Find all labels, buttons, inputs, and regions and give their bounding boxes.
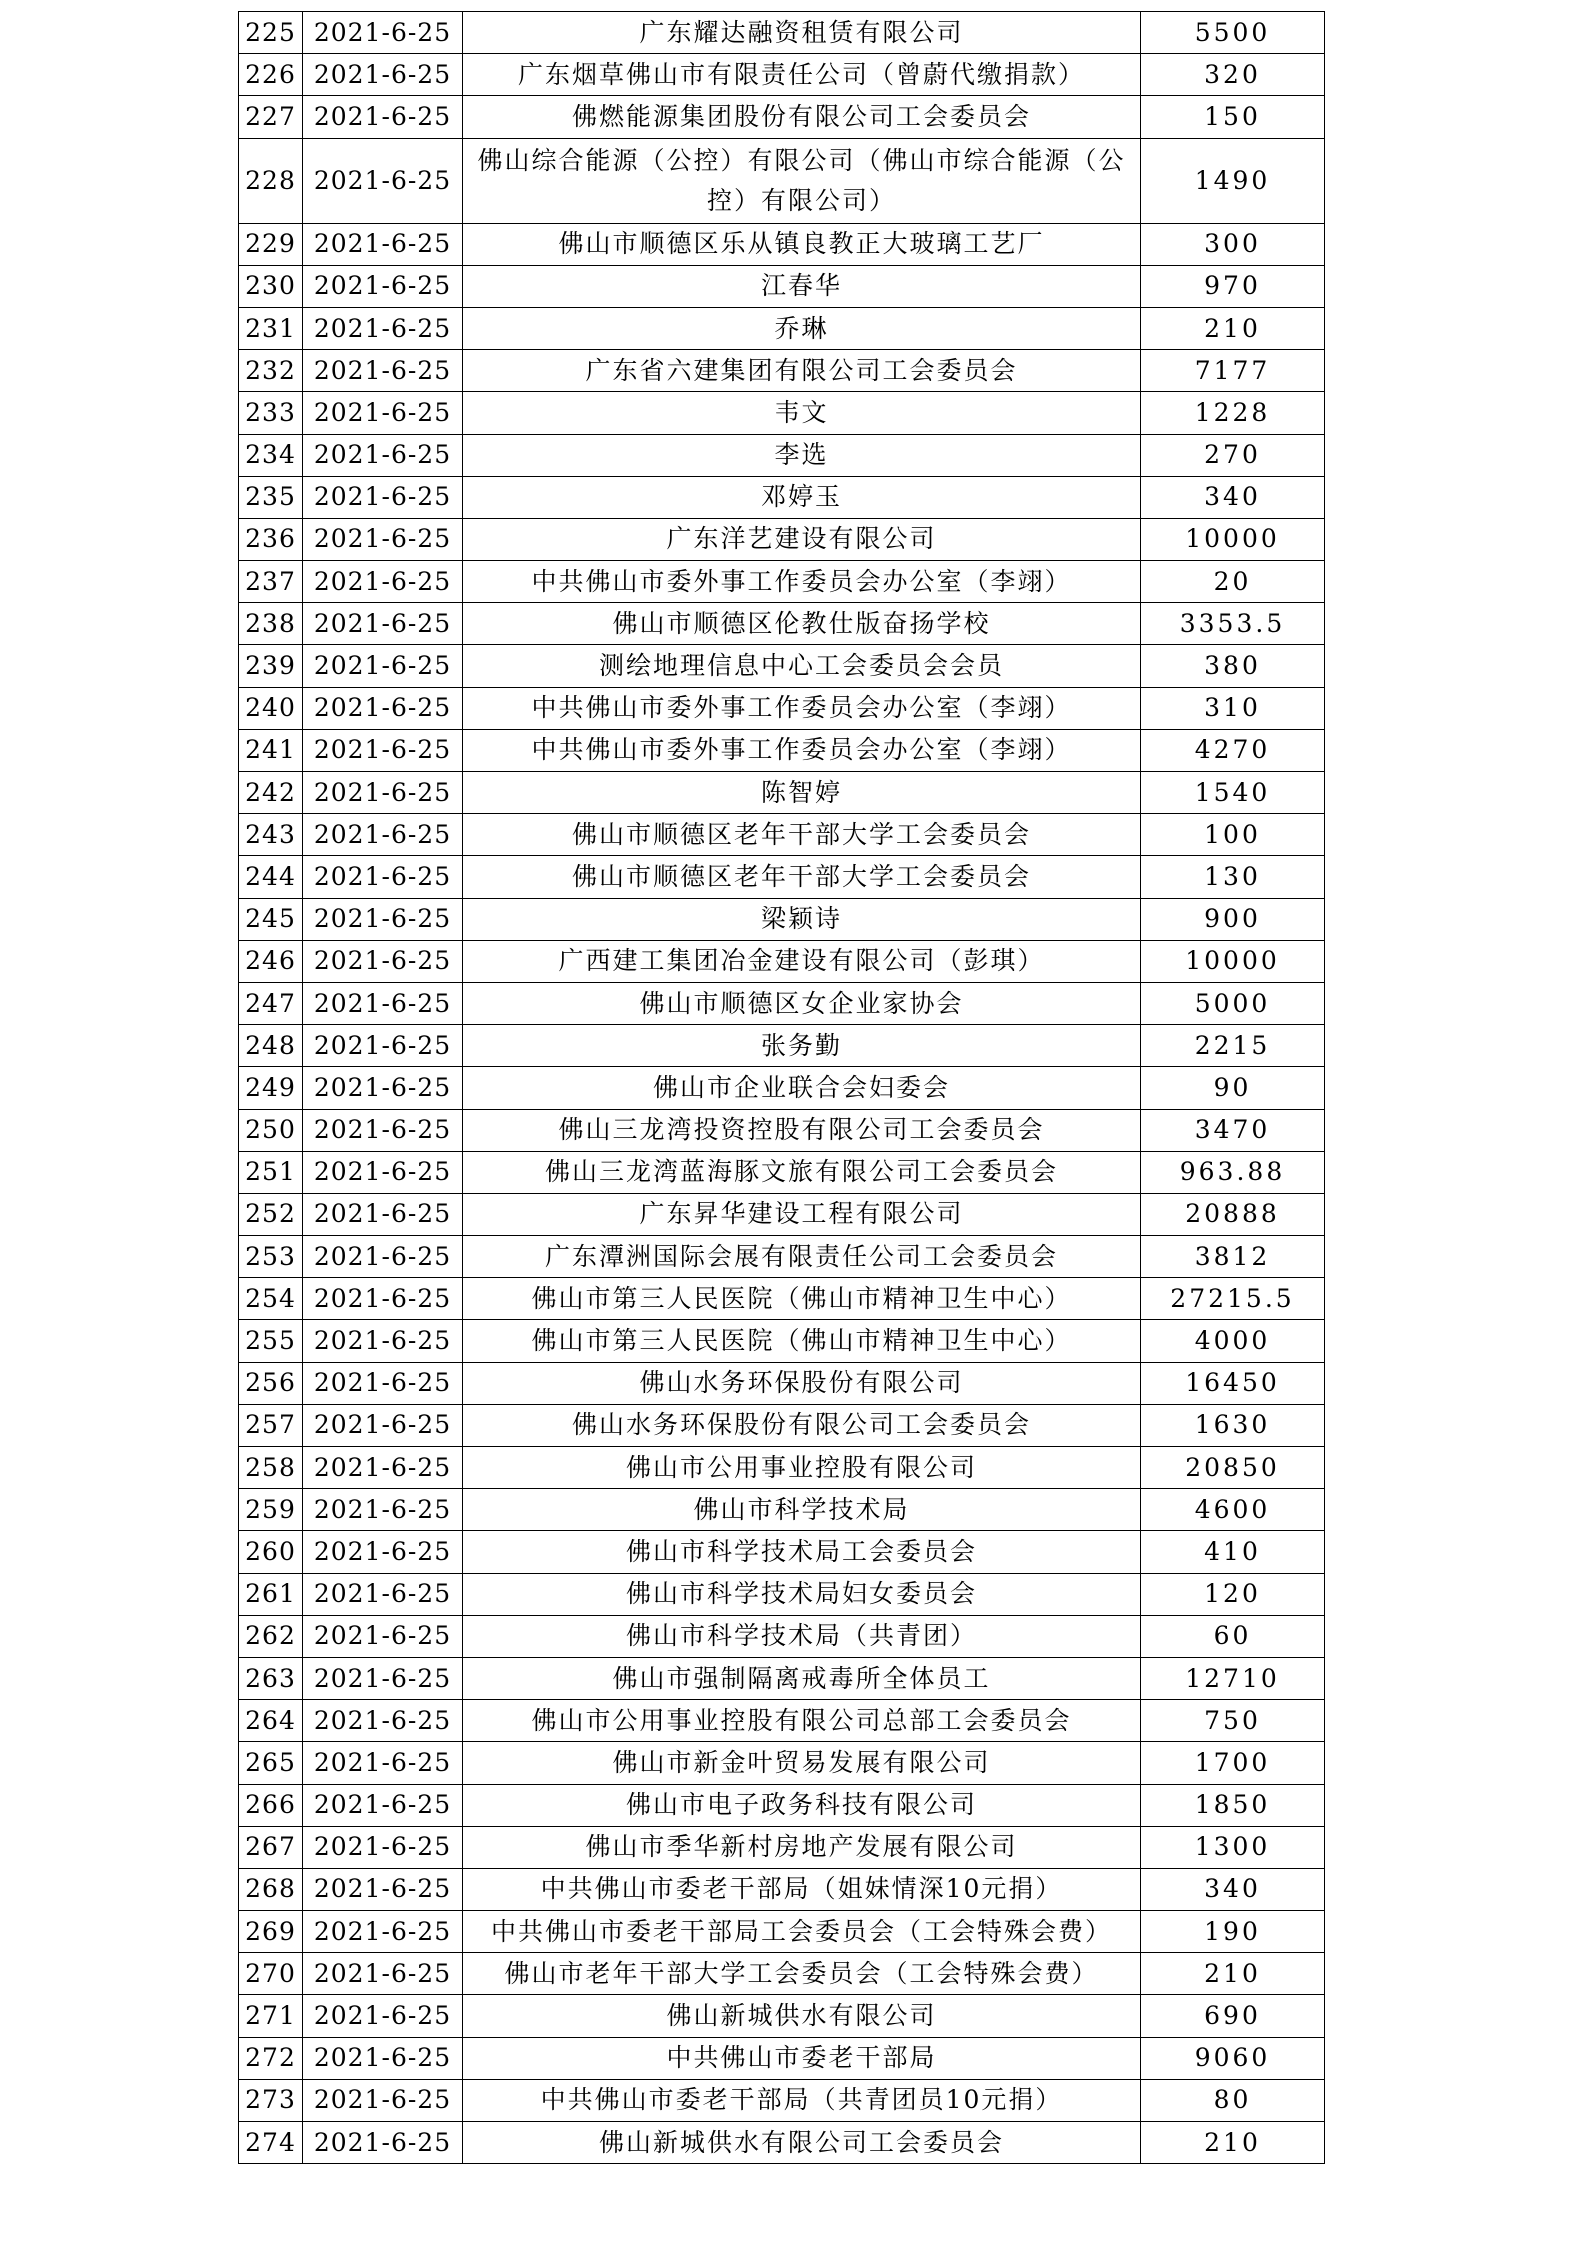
date-cell: 2021-6-25: [303, 1489, 463, 1531]
table-row: [239, 772, 1325, 814]
row-number-cell: 248: [239, 1025, 303, 1067]
table-row: [239, 1278, 1325, 1320]
date-cell: 2021-6-25: [303, 138, 463, 223]
date-cell: 2021-6-25: [303, 54, 463, 96]
donor-name-cell: 佛山市顺德区伦教仕版奋扬学校: [463, 603, 1141, 645]
date-cell: 2021-6-25: [303, 1025, 463, 1067]
row-number-cell: 238: [239, 603, 303, 645]
donor-name-cell: 中共佛山市委老干部局（共青团员10元捐）: [463, 2079, 1141, 2121]
donor-name-cell: 测绘地理信息中心工会委员会会员: [463, 645, 1141, 687]
row-number-cell: 270: [239, 1953, 303, 1995]
table-row: [239, 1531, 1325, 1573]
amount-cell: 1850: [1141, 1784, 1325, 1826]
amount-cell: 12710: [1141, 1657, 1325, 1699]
table-row: [239, 898, 1325, 940]
date-cell: 2021-6-25: [303, 1193, 463, 1235]
amount-cell: 970: [1141, 265, 1325, 307]
table-row: [239, 982, 1325, 1024]
amount-cell: 963.88: [1141, 1151, 1325, 1193]
table-row: [239, 1447, 1325, 1489]
amount-cell: 27215.5: [1141, 1278, 1325, 1320]
date-cell: 2021-6-25: [303, 1447, 463, 1489]
table-row: [239, 518, 1325, 560]
donor-name-cell: 佛山三龙湾投资控股有限公司工会委员会: [463, 1109, 1141, 1151]
date-cell: 2021-6-25: [303, 561, 463, 603]
date-cell: 2021-6-25: [303, 1573, 463, 1615]
row-number-cell: 236: [239, 518, 303, 560]
date-cell: 2021-6-25: [303, 476, 463, 518]
row-number-cell: 234: [239, 434, 303, 476]
donor-name-cell: 佛山新城供水有限公司工会委员会: [463, 2122, 1141, 2164]
donor-name-cell: 佛山综合能源（公控）有限公司（佛山市综合能源（公控）有限公司）: [463, 138, 1141, 223]
date-cell: 2021-6-25: [303, 2079, 463, 2121]
amount-cell: 4600: [1141, 1489, 1325, 1531]
date-cell: 2021-6-25: [303, 1868, 463, 1910]
date-cell: 2021-6-25: [303, 729, 463, 771]
row-number-cell: 225: [239, 12, 303, 54]
row-number-cell: 272: [239, 2037, 303, 2079]
amount-cell: 5500: [1141, 12, 1325, 54]
date-cell: 2021-6-25: [303, 1995, 463, 2037]
table-row: [239, 687, 1325, 729]
amount-cell: 4270: [1141, 729, 1325, 771]
donor-name-cell: 广东潭洲国际会展有限责任公司工会委员会: [463, 1236, 1141, 1278]
row-number-cell: 262: [239, 1615, 303, 1657]
amount-cell: 10000: [1141, 518, 1325, 560]
date-cell: 2021-6-25: [303, 12, 463, 54]
amount-cell: 270: [1141, 434, 1325, 476]
row-number-cell: 258: [239, 1447, 303, 1489]
row-number-cell: 244: [239, 856, 303, 898]
date-cell: 2021-6-25: [303, 1911, 463, 1953]
table-row: [239, 1025, 1325, 1067]
table-row: [239, 1067, 1325, 1109]
table-row: [239, 1868, 1325, 1910]
donor-name-cell: 佛山市科学技术局工会委员会: [463, 1531, 1141, 1573]
table-row: [239, 603, 1325, 645]
donor-name-cell: 韦文: [463, 392, 1141, 434]
donor-name-cell: 佛山市季华新村房地产发展有限公司: [463, 1826, 1141, 1868]
date-cell: 2021-6-25: [303, 856, 463, 898]
table-row: [239, 1193, 1325, 1235]
donor-name-cell: 广东洋艺建设有限公司: [463, 518, 1141, 560]
amount-cell: 690: [1141, 1995, 1325, 2037]
donor-name-cell: 佛山水务环保股份有限公司工会委员会: [463, 1404, 1141, 1446]
donor-name-cell: 佛山市老年干部大学工会委员会（工会特殊会费）: [463, 1953, 1141, 1995]
row-number-cell: 269: [239, 1911, 303, 1953]
date-cell: 2021-6-25: [303, 2122, 463, 2164]
date-cell: 2021-6-25: [303, 1531, 463, 1573]
date-cell: 2021-6-25: [303, 687, 463, 729]
amount-cell: 3812: [1141, 1236, 1325, 1278]
donor-name-cell: 中共佛山市委外事工作委员会办公室（李翊）: [463, 561, 1141, 603]
amount-cell: 20888: [1141, 1193, 1325, 1235]
row-number-cell: 242: [239, 772, 303, 814]
date-cell: 2021-6-25: [303, 350, 463, 392]
table-row: [239, 2122, 1325, 2164]
row-number-cell: 257: [239, 1404, 303, 1446]
date-cell: 2021-6-25: [303, 96, 463, 138]
date-cell: 2021-6-25: [303, 1109, 463, 1151]
donor-name-cell: 佛山市科学技术局妇女委员会: [463, 1573, 1141, 1615]
amount-cell: 410: [1141, 1531, 1325, 1573]
donor-name-cell: 佛山市顺德区老年干部大学工会委员会: [463, 856, 1141, 898]
amount-cell: 60: [1141, 1615, 1325, 1657]
amount-cell: 4000: [1141, 1320, 1325, 1362]
donor-name-cell: 广西建工集团冶金建设有限公司（彭琪）: [463, 940, 1141, 982]
amount-cell: 1700: [1141, 1742, 1325, 1784]
row-number-cell: 232: [239, 350, 303, 392]
amount-cell: 9060: [1141, 2037, 1325, 2079]
row-number-cell: 268: [239, 1868, 303, 1910]
donor-name-cell: 江春华: [463, 265, 1141, 307]
row-number-cell: 271: [239, 1995, 303, 2037]
amount-cell: 210: [1141, 307, 1325, 349]
row-number-cell: 260: [239, 1531, 303, 1573]
donor-name-cell: 陈智婷: [463, 772, 1141, 814]
amount-cell: 2215: [1141, 1025, 1325, 1067]
table-row: [239, 856, 1325, 898]
amount-cell: 210: [1141, 1953, 1325, 1995]
table-row: [239, 1404, 1325, 1446]
donor-name-cell: 中共佛山市委老干部局（姐妹情深10元捐）: [463, 1868, 1141, 1910]
table-row: [239, 1489, 1325, 1531]
table-row: [239, 645, 1325, 687]
date-cell: 2021-6-25: [303, 1067, 463, 1109]
amount-cell: 300: [1141, 223, 1325, 265]
amount-cell: 190: [1141, 1911, 1325, 1953]
donor-name-cell: 广东昇华建设工程有限公司: [463, 1193, 1141, 1235]
date-cell: 2021-6-25: [303, 645, 463, 687]
row-number-cell: 231: [239, 307, 303, 349]
row-number-cell: 256: [239, 1362, 303, 1404]
date-cell: 2021-6-25: [303, 898, 463, 940]
date-cell: 2021-6-25: [303, 1362, 463, 1404]
table-row: [239, 729, 1325, 771]
table-row: [239, 1784, 1325, 1826]
date-cell: 2021-6-25: [303, 1151, 463, 1193]
amount-cell: 210: [1141, 2122, 1325, 2164]
date-cell: 2021-6-25: [303, 223, 463, 265]
amount-cell: 20: [1141, 561, 1325, 603]
date-cell: 2021-6-25: [303, 1700, 463, 1742]
donor-name-cell: 佛山市顺德区老年干部大学工会委员会: [463, 814, 1141, 856]
table-row: [239, 1995, 1325, 2037]
amount-cell: 5000: [1141, 982, 1325, 1024]
row-number-cell: 251: [239, 1151, 303, 1193]
donor-name-cell: 邓婷玉: [463, 476, 1141, 518]
table-row: [239, 350, 1325, 392]
row-number-cell: 249: [239, 1067, 303, 1109]
table-row: [239, 1742, 1325, 1784]
table-row: [239, 392, 1325, 434]
table-row: [239, 1615, 1325, 1657]
amount-cell: 1490: [1141, 138, 1325, 223]
amount-cell: 90: [1141, 1067, 1325, 1109]
date-cell: 2021-6-25: [303, 772, 463, 814]
amount-cell: 16450: [1141, 1362, 1325, 1404]
row-number-cell: 254: [239, 1278, 303, 1320]
amount-cell: 10000: [1141, 940, 1325, 982]
table-row: [239, 307, 1325, 349]
table-row: [239, 940, 1325, 982]
row-number-cell: 252: [239, 1193, 303, 1235]
row-number-cell: 255: [239, 1320, 303, 1362]
donor-name-cell: 广东耀达融资租赁有限公司: [463, 12, 1141, 54]
row-number-cell: 264: [239, 1700, 303, 1742]
table-row: [239, 814, 1325, 856]
date-cell: 2021-6-25: [303, 1742, 463, 1784]
donor-name-cell: 广东烟草佛山市有限责任公司（曾蔚代缴捐款）: [463, 54, 1141, 96]
row-number-cell: 259: [239, 1489, 303, 1531]
donor-name-cell: 佛山三龙湾蓝海豚文旅有限公司工会委员会: [463, 1151, 1141, 1193]
table-row: [239, 1911, 1325, 1953]
donor-name-cell: 李选: [463, 434, 1141, 476]
row-number-cell: 263: [239, 1657, 303, 1699]
date-cell: 2021-6-25: [303, 1320, 463, 1362]
date-cell: 2021-6-25: [303, 265, 463, 307]
row-number-cell: 253: [239, 1236, 303, 1278]
row-number-cell: 246: [239, 940, 303, 982]
row-number-cell: 266: [239, 1784, 303, 1826]
donor-name-cell: 张务勤: [463, 1025, 1141, 1067]
table-row: [239, 138, 1325, 223]
table-row: [239, 223, 1325, 265]
date-cell: 2021-6-25: [303, 518, 463, 560]
donor-name-cell: 佛山市公用事业控股有限公司: [463, 1447, 1141, 1489]
amount-cell: 340: [1141, 476, 1325, 518]
table-row: [239, 2037, 1325, 2079]
donor-name-cell: 佛山新城供水有限公司: [463, 1995, 1141, 2037]
date-cell: 2021-6-25: [303, 1615, 463, 1657]
table-row: [239, 1953, 1325, 1995]
row-number-cell: 239: [239, 645, 303, 687]
date-cell: 2021-6-25: [303, 392, 463, 434]
table-row: [239, 1109, 1325, 1151]
date-cell: 2021-6-25: [303, 603, 463, 645]
donor-name-cell: 佛山市顺德区乐从镇良教正大玻璃工艺厂: [463, 223, 1141, 265]
donor-name-cell: 中共佛山市委外事工作委员会办公室（李翊）: [463, 729, 1141, 771]
amount-cell: 3470: [1141, 1109, 1325, 1151]
amount-cell: 20850: [1141, 1447, 1325, 1489]
amount-cell: 1630: [1141, 1404, 1325, 1446]
table-row: [239, 1362, 1325, 1404]
donor-name-cell: 佛山市科学技术局（共青团）: [463, 1615, 1141, 1657]
donor-name-cell: 佛山市第三人民医院（佛山市精神卫生中心）: [463, 1278, 1141, 1320]
date-cell: 2021-6-25: [303, 434, 463, 476]
row-number-cell: 261: [239, 1573, 303, 1615]
donation-table-body: [239, 12, 1325, 2164]
amount-cell: 750: [1141, 1700, 1325, 1742]
date-cell: 2021-6-25: [303, 1404, 463, 1446]
amount-cell: 320: [1141, 54, 1325, 96]
date-cell: 2021-6-25: [303, 1826, 463, 1868]
row-number-cell: 250: [239, 1109, 303, 1151]
table-row: [239, 1151, 1325, 1193]
table-row: [239, 96, 1325, 138]
donor-name-cell: 佛山市第三人民医院（佛山市精神卫生中心）: [463, 1320, 1141, 1362]
table-row: [239, 476, 1325, 518]
donor-name-cell: 广东省六建集团有限公司工会委员会: [463, 350, 1141, 392]
row-number-cell: 227: [239, 96, 303, 138]
date-cell: 2021-6-25: [303, 1278, 463, 1320]
table-row: [239, 1657, 1325, 1699]
table-row: [239, 1573, 1325, 1615]
row-number-cell: 229: [239, 223, 303, 265]
row-number-cell: 226: [239, 54, 303, 96]
donation-table: [238, 11, 1325, 2164]
table-row: [239, 1320, 1325, 1362]
table-row: [239, 1700, 1325, 1742]
amount-cell: 1540: [1141, 772, 1325, 814]
donor-name-cell: 佛山市强制隔离戒毒所全体员工: [463, 1657, 1141, 1699]
amount-cell: 1300: [1141, 1826, 1325, 1868]
donor-name-cell: 佛山市顺德区女企业家协会: [463, 982, 1141, 1024]
donor-name-cell: 中共佛山市委外事工作委员会办公室（李翊）: [463, 687, 1141, 729]
row-number-cell: 240: [239, 687, 303, 729]
date-cell: 2021-6-25: [303, 1236, 463, 1278]
donor-name-cell: 中共佛山市委老干部局工会委员会（工会特殊会费）: [463, 1911, 1141, 1953]
date-cell: 2021-6-25: [303, 982, 463, 1024]
table-row: [239, 265, 1325, 307]
donor-name-cell: 佛山水务环保股份有限公司: [463, 1362, 1141, 1404]
row-number-cell: 247: [239, 982, 303, 1024]
donor-name-cell: 中共佛山市委老干部局: [463, 2037, 1141, 2079]
donor-name-cell: 佛燃能源集团股份有限公司工会委员会: [463, 96, 1141, 138]
table-row: [239, 1236, 1325, 1278]
donor-name-cell: 佛山市企业联合会妇委会: [463, 1067, 1141, 1109]
date-cell: 2021-6-25: [303, 1953, 463, 1995]
amount-cell: 7177: [1141, 350, 1325, 392]
amount-cell: 150: [1141, 96, 1325, 138]
row-number-cell: 273: [239, 2079, 303, 2121]
amount-cell: 1228: [1141, 392, 1325, 434]
amount-cell: 310: [1141, 687, 1325, 729]
date-cell: 2021-6-25: [303, 2037, 463, 2079]
row-number-cell: 235: [239, 476, 303, 518]
date-cell: 2021-6-25: [303, 1657, 463, 1699]
date-cell: 2021-6-25: [303, 307, 463, 349]
row-number-cell: 233: [239, 392, 303, 434]
row-number-cell: 230: [239, 265, 303, 307]
row-number-cell: 245: [239, 898, 303, 940]
row-number-cell: 274: [239, 2122, 303, 2164]
donor-name-cell: 佛山市电子政务科技有限公司: [463, 1784, 1141, 1826]
table-row: [239, 561, 1325, 603]
table-row: [239, 12, 1325, 54]
document-page: [238, 11, 1324, 2164]
donor-name-cell: 佛山市公用事业控股有限公司总部工会委员会: [463, 1700, 1141, 1742]
donor-name-cell: 乔琳: [463, 307, 1141, 349]
amount-cell: 340: [1141, 1868, 1325, 1910]
table-row: [239, 434, 1325, 476]
table-row: [239, 1826, 1325, 1868]
date-cell: 2021-6-25: [303, 1784, 463, 1826]
amount-cell: 120: [1141, 1573, 1325, 1615]
table-row: [239, 54, 1325, 96]
row-number-cell: 237: [239, 561, 303, 603]
amount-cell: 380: [1141, 645, 1325, 687]
amount-cell: 900: [1141, 898, 1325, 940]
amount-cell: 100: [1141, 814, 1325, 856]
row-number-cell: 241: [239, 729, 303, 771]
date-cell: 2021-6-25: [303, 814, 463, 856]
row-number-cell: 267: [239, 1826, 303, 1868]
date-cell: 2021-6-25: [303, 940, 463, 982]
donor-name-cell: 佛山市科学技术局: [463, 1489, 1141, 1531]
row-number-cell: 243: [239, 814, 303, 856]
amount-cell: 80: [1141, 2079, 1325, 2121]
row-number-cell: 228: [239, 138, 303, 223]
donor-name-cell: 佛山市新金叶贸易发展有限公司: [463, 1742, 1141, 1784]
row-number-cell: 265: [239, 1742, 303, 1784]
table-row: [239, 2079, 1325, 2121]
amount-cell: 3353.5: [1141, 603, 1325, 645]
donor-name-cell: 梁颖诗: [463, 898, 1141, 940]
amount-cell: 130: [1141, 856, 1325, 898]
